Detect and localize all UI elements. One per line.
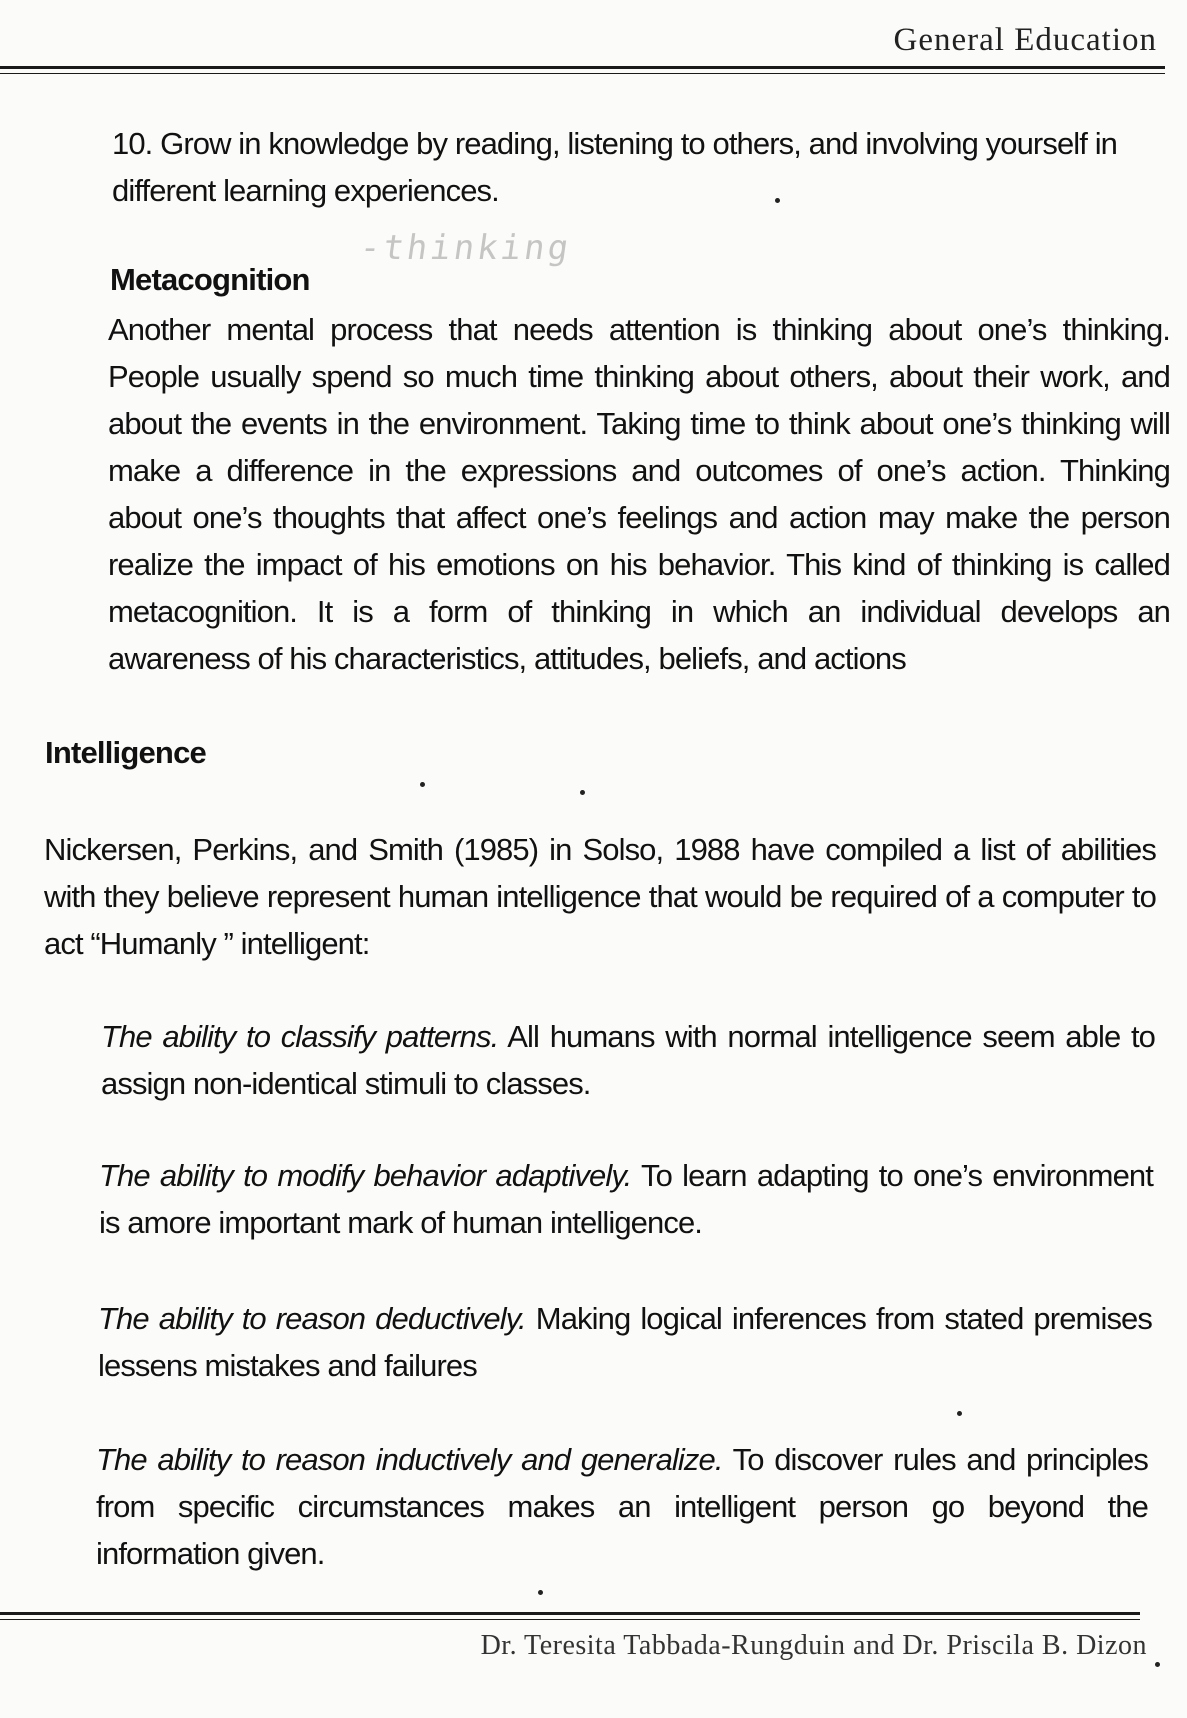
ability-item [99,1152,1153,1246]
header-rule [0,66,1165,69]
intelligence-heading: Intelligence [45,735,206,770]
list-item-10 [112,120,1172,214]
ability-title: The ability to modify behavior adaptively. [99,1158,632,1193]
metacognition-heading: Metacognition [110,262,310,297]
ability-item [101,1013,1155,1107]
metacognition-paragraph: Another mental process that needs attention is thinking about one’s thinking. People usually spend so much time thinking about others, about their work, and about the events in the environment. Taking time to think about one’s thinking will make a difference in the expressions and outcomes of one’s action. Thinking about one’s thoughts that affect one’s feelings and action may make the person realize the impact of his emotions on his behavior. This kind of thinking is called metacognition. It is a form of thinking in which an individual develops an awareness of his characteristics, attitudes, beliefs, and actions [108,312,1170,676]
ability-item [96,1436,1148,1577]
footer-rule [0,1612,1140,1615]
scan-speck [1155,1662,1160,1667]
scan-speck [538,1590,543,1595]
list-item-number: 10. [112,126,153,161]
scan-speck [775,198,780,203]
handwritten-annotation: -thinking [357,228,575,268]
ability-text: All humans with normal intelligence seem able to assign non-identical stimuli to classes. [101,1019,1155,1101]
ability-text: To learn adapting to one’s environment is amore important mark of human intelligence. [99,1158,1153,1240]
page-header-title: General Education [893,22,1157,58]
header-rule-thin [0,73,1165,74]
ability-title: The ability to reason deductively. [98,1301,526,1336]
scan-speck [957,1411,962,1416]
ability-text: Making logical inferences from stated premises lessens mistakes and failures [98,1301,1152,1383]
ability-item [98,1295,1152,1389]
ability-text: To discover rules and principles from specific circumstances makes an intelligent person go beyond the information given. [96,1442,1148,1571]
list-item-text: Grow in knowledge by reading, listening to others, and involving yourself in different learning experiences. [112,126,1118,208]
ability-title: The ability to reason inductively and generalize. [96,1442,723,1477]
footer-authors: Dr. Teresita Tabbada-Rungduin and Dr. Priscila B. Dizon [480,1630,1147,1661]
intelligence-intro: Nickersen, Perkins, and Smith (1985) in Solso, 1988 have compiled a list of abilities with they believe represent human intelligence that would be required of a computer to act “Humanly ” intelligent: [44,832,1156,961]
footer-rule-thin [0,1619,1140,1620]
scan-speck [420,782,425,787]
ability-title: The ability to classify patterns. [101,1019,499,1054]
scan-speck [580,790,585,795]
